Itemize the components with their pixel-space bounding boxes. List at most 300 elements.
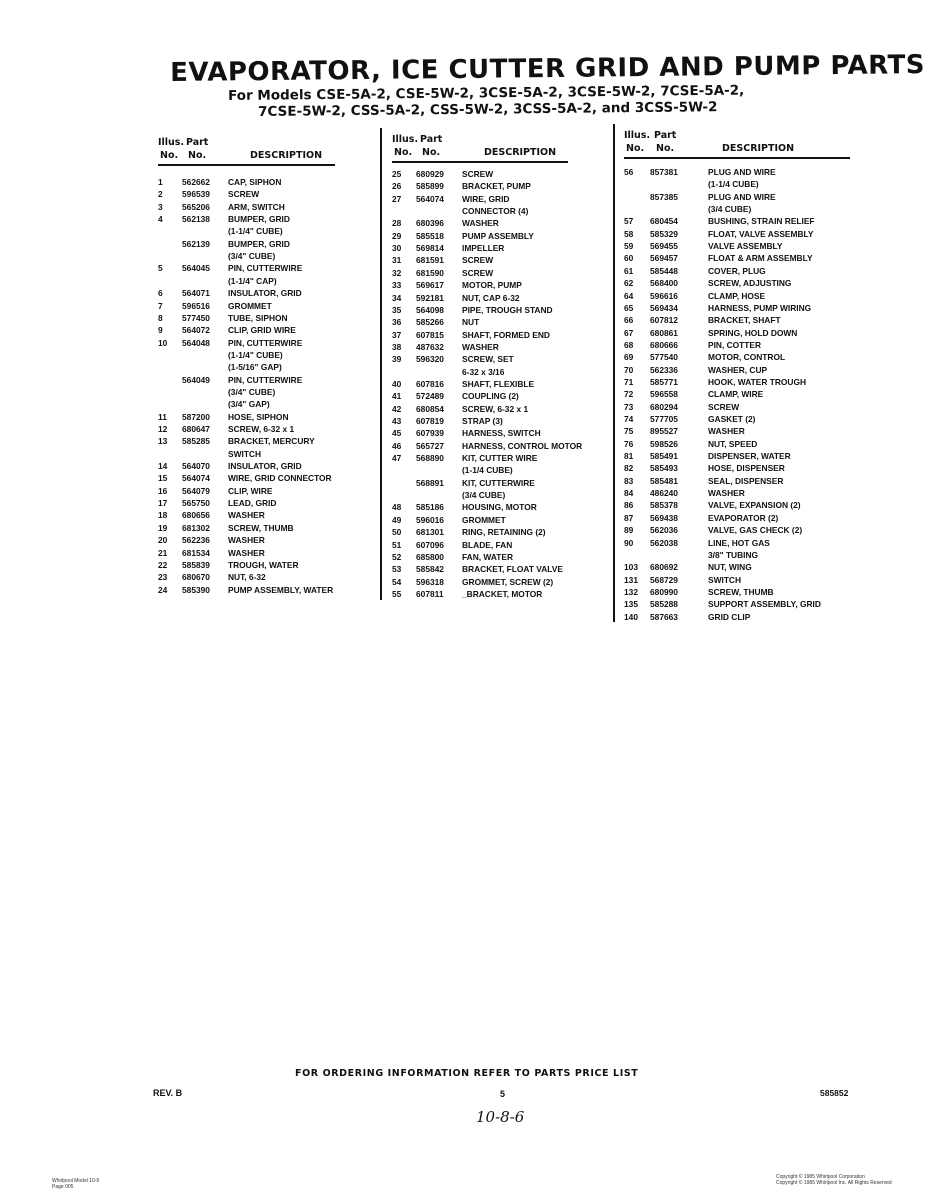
part-description: TROUGH, WATER: [228, 559, 299, 570]
part-description: GROMMET: [462, 514, 506, 525]
part-number: 585899: [416, 181, 444, 192]
part-number: 564072: [182, 325, 210, 336]
part-number: 681590: [416, 267, 444, 278]
part-description: BRACKET, MERCURY: [228, 436, 315, 447]
part-description: CONNECTOR (4): [462, 206, 529, 217]
part-number: 681302: [182, 522, 210, 533]
part-number: 564098: [416, 304, 444, 315]
part-number: 585285: [182, 436, 210, 447]
part-number: 585842: [416, 564, 444, 575]
header-illus-no: No.: [394, 147, 413, 158]
illus-number: 55: [392, 588, 402, 599]
part-description: PUMP ASSEMBLY, WATER: [228, 584, 334, 595]
part-number: 486240: [650, 488, 678, 499]
part-description: SCREW, THUMB: [708, 586, 774, 597]
illus-number: 40: [392, 378, 402, 389]
part-number: 562139: [182, 238, 210, 249]
part-number: 564070: [182, 461, 210, 472]
illus-number: 11: [158, 411, 167, 422]
illus-number: 7: [158, 300, 163, 311]
illus-number: 57: [624, 216, 634, 227]
part-description: HOUSING, MOTOR: [462, 502, 537, 513]
part-description: PIN, CUTTERWIRE: [228, 374, 303, 385]
part-description: _BRACKET, MOTOR: [462, 588, 543, 599]
illus-number: 33: [392, 280, 402, 291]
part-description: WASHER: [708, 488, 745, 499]
part-description: SCREW: [462, 255, 494, 266]
part-number: 564079: [182, 485, 210, 496]
illus-number: 6: [158, 288, 163, 299]
illus-number: 56: [624, 167, 634, 177]
illus-number: 60: [624, 253, 634, 264]
part-number: 562036: [650, 525, 678, 536]
part-description: WIRE, GRID: [462, 193, 510, 204]
part-description: PIPE, TROUGH STAND: [462, 304, 553, 315]
illus-number: 67: [624, 327, 634, 338]
illus-number: 14: [158, 461, 168, 472]
part-number: 585493: [650, 463, 678, 474]
illus-number: 103: [624, 562, 638, 573]
part-description: PIN, COTTER: [708, 339, 762, 350]
part-description: HARNESS, PUMP WIRING: [708, 302, 812, 313]
part-number: 565206: [182, 201, 210, 212]
part-description: SWITCH: [228, 448, 262, 459]
page-title: EVAPORATOR, ICE CUTTER GRID AND PUMP PARTS: [170, 50, 925, 88]
part-description: IMPELLER: [462, 243, 505, 254]
part-description: SWITCH: [708, 574, 742, 585]
part-description: (1-1/4" CUBE): [228, 226, 283, 237]
part-number: 596318: [416, 576, 444, 587]
part-number: 596539: [182, 189, 210, 200]
illus-number: 37: [392, 329, 402, 340]
part-number: 568400: [650, 278, 678, 289]
part-description: GRID CLIP: [708, 611, 751, 622]
part-description: WASHER: [228, 547, 265, 558]
part-description: BRACKET, FLOAT VALVE: [462, 564, 563, 575]
illus-number: 140: [624, 611, 638, 622]
illus-number: 46: [392, 440, 402, 451]
part-number: 564048: [182, 337, 210, 348]
part-description: TUBE, SIPHON: [228, 312, 288, 323]
illus-number: 69: [624, 352, 634, 363]
header-part-no: No.: [422, 147, 441, 158]
illus-number: 43: [392, 416, 402, 426]
part-number: 585266: [416, 317, 444, 328]
part-description: PIN, CUTTERWIRE: [228, 263, 303, 274]
illus-number: 58: [624, 228, 634, 239]
illus-number: 36: [392, 317, 402, 328]
illus-number: 17: [158, 498, 168, 509]
illus-number: 30: [392, 243, 402, 254]
part-description: SCREW, ADJUSTING: [708, 278, 792, 289]
part-number: 680656: [182, 510, 210, 521]
part-description: SHAFT, FLEXIBLE: [462, 378, 535, 389]
part-description: PUMP ASSEMBLY: [462, 230, 534, 241]
illus-number: 15: [158, 473, 168, 484]
part-number: 680854: [416, 403, 444, 414]
header-part: Part: [420, 134, 443, 145]
part-description: BUMPER, GRID: [228, 214, 290, 225]
part-description: SCREW, 6-32 x 1: [228, 424, 295, 434]
part-number: 607819: [416, 416, 444, 426]
part-number: 681301: [416, 527, 444, 538]
illus-number: 73: [624, 401, 634, 412]
part-description: MOTOR, PUMP: [462, 280, 522, 291]
part-description: 6-32 x 3/16: [462, 366, 505, 377]
part-description: BUMPER, GRID: [228, 238, 290, 249]
illus-number: 65: [624, 302, 634, 313]
part-number: 562336: [650, 364, 678, 375]
part-description: SCREW: [462, 267, 494, 278]
part-number: 562662: [182, 177, 210, 187]
header-description: DESCRIPTION: [722, 143, 795, 154]
illus-number: 52: [392, 551, 402, 562]
illus-number: 131: [624, 574, 638, 585]
part-description: FLOAT, VALVE ASSEMBLY: [708, 228, 814, 239]
part-number: 895527: [650, 426, 678, 437]
part-description: KIT, CUTTER WIRE: [462, 453, 538, 464]
illus-number: 72: [624, 389, 634, 400]
part-number: 680861: [650, 327, 678, 338]
part-number: 565727: [416, 440, 444, 451]
illus-number: 89: [624, 525, 634, 536]
document-number: 585852: [820, 1088, 849, 1098]
part-number: 681591: [416, 255, 444, 266]
illus-number: 26: [392, 181, 402, 192]
part-number: 568729: [650, 574, 678, 585]
part-description: SUPPORT ASSEMBLY, GRID: [708, 599, 821, 610]
part-description: BUSHING, STRAIN RELIEF: [708, 216, 815, 227]
part-number: 680990: [650, 586, 678, 597]
illus-number: 19: [158, 522, 168, 533]
part-description: NUT, WING: [708, 562, 752, 573]
illus-number: 35: [392, 304, 402, 315]
part-description: WASHER: [462, 218, 499, 229]
part-description: NUT, SPEED: [708, 438, 758, 449]
illus-number: 9: [158, 325, 163, 336]
ordering-note: FOR ORDERING INFORMATION REFER TO PARTS PRICE LIST: [295, 1068, 639, 1079]
illus-number: 39: [392, 354, 402, 365]
part-number: 587200: [182, 411, 210, 422]
header-illus: Illus.: [392, 134, 419, 145]
part-description: SCREW, THUMB: [228, 522, 294, 533]
illus-number: 47: [392, 453, 402, 464]
part-description: VALVE, GAS CHECK (2): [708, 525, 803, 536]
part-description: FLOAT & ARM ASSEMBLY: [708, 253, 813, 264]
small-print-left-1: Whirlpool Model 10-6: [52, 1178, 100, 1184]
header-part: Part: [654, 130, 677, 141]
part-number: 592181: [416, 292, 444, 303]
part-number: 587663: [650, 611, 678, 622]
part-number: 585518: [416, 230, 444, 241]
part-description: CLIP, WIRE: [228, 485, 273, 496]
header-description: DESCRIPTION: [484, 147, 557, 158]
illus-number: 38: [392, 341, 402, 352]
part-description: GROMMET, SCREW (2): [462, 576, 554, 587]
part-description: (1-1/4" CUBE): [228, 349, 283, 360]
illus-number: 18: [158, 510, 168, 521]
illus-number: 50: [392, 527, 402, 538]
part-description: BRACKET, SHAFT: [708, 315, 781, 326]
part-description: WASHER: [462, 341, 499, 352]
handwritten-note: 10-8-6: [476, 1108, 525, 1126]
part-number: 564071: [182, 288, 210, 299]
header-description: DESCRIPTION: [250, 150, 323, 161]
part-description: (3/4" CUBE): [228, 251, 276, 262]
part-number: 577450: [182, 312, 210, 323]
part-number: 585771: [650, 376, 678, 387]
illus-number: 28: [392, 218, 402, 229]
illus-number: 12: [158, 424, 168, 434]
illus-number: 34: [392, 292, 402, 303]
part-description: SEAL, DISPENSER: [708, 475, 784, 486]
illus-number: 68: [624, 339, 634, 350]
illus-number: 2: [158, 189, 163, 200]
illus-number: 87: [624, 512, 634, 523]
part-description: GASKET (2): [708, 414, 756, 424]
part-description: INSULATOR, GRID: [228, 461, 302, 472]
part-description: SHAFT, FORMED END: [462, 329, 550, 340]
part-number: 585839: [182, 559, 210, 570]
part-description: (1-1/4 CUBE): [462, 465, 513, 476]
part-description: COUPLING (2): [462, 391, 519, 402]
illus-number: 41: [392, 391, 402, 402]
part-number: 585491: [650, 451, 678, 462]
revision: REV. B: [153, 1088, 183, 1098]
illus-number: 76: [624, 438, 634, 449]
part-description: PLUG AND WIRE: [708, 191, 776, 202]
part-description: NUT, CAP 6-32: [462, 292, 520, 303]
part-number: 569814: [416, 243, 444, 254]
part-number: 562236: [182, 535, 210, 546]
part-number: 572489: [416, 391, 444, 402]
part-number: 569457: [650, 253, 678, 264]
part-description: KIT, CUTTERWIRE: [462, 477, 535, 488]
part-description: GROMMET: [228, 300, 272, 311]
illus-number: 16: [158, 485, 168, 496]
part-number: 585448: [650, 265, 678, 276]
illus-number: 42: [392, 403, 402, 414]
part-number: 857385: [650, 191, 678, 202]
models-line-2: 7CSE-5W-2, CSS-5A-2, CSS-5W-2, 3CSS-5A-2, and 3CSS-5W-2: [258, 99, 718, 120]
part-description: SCREW, 6-32 x 1: [462, 403, 529, 414]
part-description: FAN, WATER: [462, 551, 514, 562]
models-line-1: For Models CSE-5A-2, CSE-5W-2, 3CSE-5A-2, 3CSE-5W-2, 7CSE-5A-2,: [228, 82, 745, 104]
header-illus-no: No.: [626, 143, 645, 154]
part-number: 680454: [650, 216, 678, 227]
part-number: 585288: [650, 599, 678, 610]
illus-number: 132: [624, 586, 638, 597]
illus-number: 84: [624, 488, 634, 499]
part-description: LEAD, GRID: [228, 498, 277, 509]
illus-number: 135: [624, 599, 638, 610]
illus-number: 74: [624, 414, 634, 424]
part-number: 685800: [416, 551, 444, 562]
part-description: SCREW, SET: [462, 354, 514, 365]
illus-number: 24: [158, 584, 168, 595]
part-number: 569617: [416, 280, 444, 291]
part-number: 568890: [416, 453, 444, 464]
illus-number: 23: [158, 572, 168, 583]
part-description: MOTOR, CONTROL: [708, 352, 786, 363]
illus-number: 48: [392, 502, 402, 513]
illus-number: 25: [392, 169, 402, 179]
illus-number: 51: [392, 539, 402, 550]
illus-number: 31: [392, 255, 402, 266]
part-number: 585378: [650, 500, 678, 511]
part-description: WASHER: [708, 426, 745, 437]
part-number: 565750: [182, 498, 210, 509]
illus-number: 83: [624, 475, 634, 486]
part-description: SCREW: [228, 189, 260, 200]
illus-number: 20: [158, 535, 168, 546]
illus-number: 81: [624, 451, 634, 462]
part-description: CAP, SIPHON: [228, 177, 282, 187]
illus-number: 29: [392, 230, 402, 241]
header-illus: Illus.: [624, 130, 651, 141]
part-description: (3/4 CUBE): [462, 490, 506, 501]
part-number: 568891: [416, 477, 444, 488]
part-number: 577540: [650, 352, 678, 363]
column-divider: [380, 128, 382, 600]
part-number: 680647: [182, 424, 210, 434]
part-number: 577705: [650, 414, 678, 424]
part-number: 564074: [182, 473, 210, 484]
part-description: (3/4" GAP): [228, 399, 270, 410]
part-number: 680396: [416, 218, 444, 229]
illus-number: 21: [158, 547, 168, 558]
illus-number: 90: [624, 537, 634, 548]
part-number: 564049: [182, 374, 210, 385]
part-description: HOSE, DISPENSER: [708, 463, 785, 474]
illus-number: 70: [624, 364, 634, 375]
header-rule: [392, 161, 568, 163]
header-part: Part: [186, 137, 209, 148]
part-description: NUT: [462, 317, 480, 328]
part-number: 585481: [650, 475, 678, 486]
illus-number: 82: [624, 463, 634, 474]
part-number: 564074: [416, 193, 444, 204]
illus-number: 61: [624, 265, 634, 276]
part-description: CLAMP, HOSE: [708, 290, 766, 301]
part-number: 596516: [182, 300, 210, 311]
illus-number: 53: [392, 564, 402, 575]
part-description: DISPENSER, WATER: [708, 451, 791, 462]
part-number: 607816: [416, 378, 444, 389]
part-number: 585186: [416, 502, 444, 513]
part-description: WASHER: [228, 510, 265, 521]
part-number: 607939: [416, 428, 444, 439]
part-number: 680670: [182, 572, 210, 583]
column-divider: [613, 124, 615, 622]
part-description: (3/4 CUBE): [708, 204, 752, 215]
part-description: INSULATOR, GRID: [228, 288, 302, 299]
illus-number: 49: [392, 514, 402, 525]
part-description: HOSE, SIPHON: [228, 411, 289, 422]
part-description: LINE, HOT GAS: [708, 537, 770, 548]
part-description: SCREW: [708, 401, 740, 412]
part-number: 569434: [650, 302, 678, 313]
page-number: 5: [500, 1089, 506, 1099]
part-number: 680666: [650, 339, 678, 350]
part-description: COVER, PLUG: [708, 265, 766, 276]
part-description: WASHER: [228, 535, 265, 546]
illus-number: 64: [624, 290, 634, 301]
illus-number: 22: [158, 559, 168, 570]
part-number: 487632: [416, 341, 444, 352]
header-illus: Illus.: [158, 137, 185, 148]
part-description: PIN, CUTTERWIRE: [228, 337, 303, 348]
part-number: 569455: [650, 241, 678, 252]
illus-number: 1: [158, 177, 163, 187]
part-number: 681534: [182, 547, 210, 558]
illus-number: 62: [624, 278, 634, 289]
header-illus-no: No.: [160, 150, 179, 161]
part-description: HARNESS, SWITCH: [462, 428, 541, 439]
part-number: 585390: [182, 584, 210, 595]
part-description: WIRE, GRID CONNECTOR: [228, 473, 332, 484]
small-print-right-1: Copyright © 1985 Whirlpool Corporation: [776, 1174, 865, 1180]
part-description: SPRING, HOLD DOWN: [708, 327, 798, 338]
part-description: RING, RETAINING (2): [462, 527, 546, 538]
part-number: 596016: [416, 514, 444, 525]
part-description: STRAP (3): [462, 416, 503, 426]
part-description: WASHER, CUP: [708, 364, 768, 375]
part-description: VALVE, EXPANSION (2): [708, 500, 801, 511]
small-print-right-2: Copyright © 1985 Whirlpool Inc. All Rights Reserved: [776, 1180, 892, 1186]
part-description: (1-1/4 CUBE): [708, 179, 759, 190]
illus-number: 86: [624, 500, 634, 511]
part-description: HOOK, WATER TROUGH: [708, 376, 807, 387]
part-description: ARM, SWITCH: [228, 201, 285, 212]
part-number: 564045: [182, 263, 210, 274]
part-number: 569438: [650, 512, 678, 523]
illus-number: 59: [624, 241, 634, 252]
illus-number: 66: [624, 315, 634, 326]
part-description: EVAPORATOR (2): [708, 512, 779, 523]
header-rule: [624, 157, 850, 159]
part-description: BLADE, FAN: [462, 539, 513, 550]
part-number: 680929: [416, 169, 444, 179]
part-description: (1-5/16" GAP): [228, 362, 282, 373]
part-description: HARNESS, CONTROL MOTOR: [462, 440, 583, 451]
part-number: 607815: [416, 329, 444, 340]
part-description: CLAMP, WIRE: [708, 389, 764, 400]
header-part-no: No.: [188, 150, 207, 161]
part-description: VALVE ASSEMBLY: [708, 241, 783, 252]
part-description: SCREW: [462, 169, 494, 179]
part-number: 607812: [650, 315, 678, 326]
part-number: 562138: [182, 214, 210, 225]
part-description: (3/4" CUBE): [228, 386, 276, 397]
part-number: 596320: [416, 354, 444, 365]
part-number: 607096: [416, 539, 444, 550]
illus-number: 71: [624, 376, 634, 387]
illus-number: 27: [392, 193, 402, 204]
part-description: BRACKET, PUMP: [462, 181, 531, 192]
illus-number: 75: [624, 426, 634, 437]
part-description: PLUG AND WIRE: [708, 167, 776, 177]
part-number: 857381: [650, 167, 678, 177]
illus-number: 5: [158, 263, 163, 274]
illus-number: 4: [158, 214, 163, 225]
part-number: 562038: [650, 537, 678, 548]
illus-number: 3: [158, 201, 163, 212]
part-number: 596558: [650, 389, 678, 400]
small-print-left-2: Page 005: [52, 1184, 74, 1190]
part-description: CLIP, GRID WIRE: [228, 325, 296, 336]
part-number: 596616: [650, 290, 678, 301]
